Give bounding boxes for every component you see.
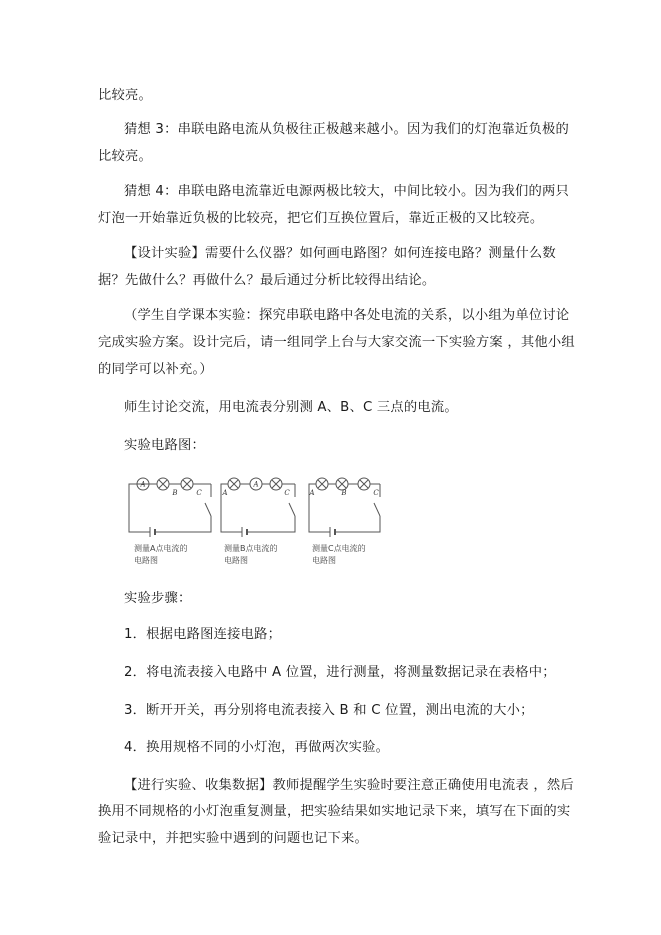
point-b-label: B <box>172 489 178 497</box>
guess4-line-2: 灯泡一开始靠近负极的比较亮，把它们互换位置后，靠近正极的又比较亮。 <box>98 211 544 226</box>
point-a-label-3: A <box>309 489 315 497</box>
self-study-line-3: 的同学可以补充。） <box>98 362 213 377</box>
conduct-line-2: 换用不同规格的小灯泡重复测量，把实验结果如实地记录下来，填写在下面的实 <box>98 804 571 819</box>
point-b-label: B <box>341 489 347 497</box>
steps-heading: 实验步骤： <box>124 591 192 606</box>
circuit-c <box>309 478 380 537</box>
guess3-line-1: 猜想 3：串联电路电流从负极往正极越来越小。因为我们的灯泡靠近负极的 <box>124 122 569 137</box>
design-line-2: 据？先做什么？再做什么？最后通过分析比较得出结论。 <box>98 273 436 288</box>
caption-a-line-2: 电路图 <box>134 556 158 565</box>
guess3-line-2: 比较亮。 <box>98 149 152 164</box>
point-c-label: C <box>373 489 379 497</box>
caption-b-line-2: 电路图 <box>224 556 248 565</box>
step-4: 4．换用规格不同的小灯泡，再做两次实验。 <box>124 740 390 755</box>
caption-a-line-1: 测量A点电流的 <box>134 544 188 553</box>
ammeter-symbol: A <box>253 480 259 489</box>
circuit-heading: 实验电路图： <box>124 438 205 453</box>
point-a-label-2: A <box>222 489 228 497</box>
guess4-line-1: 猜想 4：串联电路电流靠近电源两极比较大，中间比较小。因为我们的两只 <box>124 184 569 199</box>
point-c-label: C <box>196 489 202 497</box>
self-study-line-1: （学生自学课本实验：探究串联电路中各处电流的关系，以小组为单位讨论 <box>124 308 570 323</box>
point-c-label: C <box>284 489 290 497</box>
caption-c-line-2: 电路图 <box>312 556 336 565</box>
circuit-diagram-svg <box>126 474 386 574</box>
circuit-diagrams <box>126 474 386 574</box>
paragraph-line: 比较亮。 <box>98 88 152 103</box>
self-study-line-2: 完成实验方案。设计完后，请一组同学上台与大家交流一下实验方案 ，其他小组 <box>98 335 575 350</box>
caption-c-line-1: 测量C点电流的 <box>312 544 366 553</box>
conduct-line-3: 验记录中，并把实验中遇到的问题也记下来。 <box>98 831 368 846</box>
design-line-1: 【设计实验】需要什么仪器？如何画电路图？如何连接电路？测量什么数 <box>124 246 556 261</box>
step-3: 3．断开开关，再分别将电流表接入 B 和 C 位置，测出电流的大小； <box>124 703 534 718</box>
step-1: 1．根据电路图连接电路； <box>124 627 282 642</box>
caption-b-line-1: 测量B点电流的 <box>224 544 278 553</box>
discussion-line: 师生讨论交流，用电流表分别测 A、B、C 三点的电流。 <box>124 400 458 415</box>
step-2: 2．将电流表接入电路中 A 位置，进行测量，将测量数据记录在表格中； <box>124 665 556 680</box>
ammeter-symbol: A <box>140 480 146 489</box>
conduct-line-1: 【进行实验、收集数据】教师提醒学生实验时要注意正确使用电流表 ，然后 <box>124 778 574 793</box>
